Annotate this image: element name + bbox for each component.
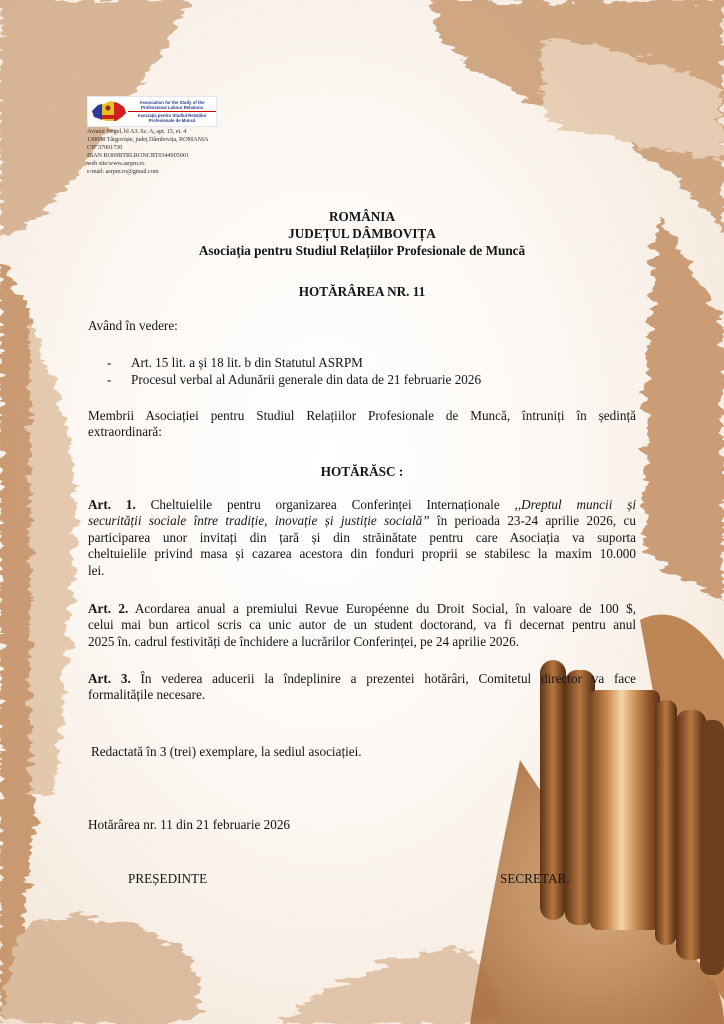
organization-logo: [87, 96, 217, 127]
romania-map-flag-icon: [90, 99, 128, 125]
preamble-paragraph: [88, 408, 636, 441]
letterhead-address: [87, 128, 208, 175]
bullet-dash: -: [107, 355, 112, 370]
header-country: ROMÂNIA: [329, 209, 395, 224]
website-line[interactable]: web site:www.asrpm.ro: [87, 159, 145, 167]
list-item-text: Art. 15 lit. a și 18 lit. b din Statutul ASRPM: [131, 355, 363, 370]
decision-reference: Hotărârea nr. 11 din 21 februarie 2026: [88, 817, 291, 832]
article-label: Art. 2.: [88, 601, 129, 616]
article-label: Art. 1.: [88, 497, 136, 512]
bullet-dash: -: [107, 372, 112, 387]
article-2: [88, 601, 636, 650]
list-item-text: Procesul verbal al Adunării generale din data de 21 februarie 2026: [131, 372, 482, 387]
considering-intro: Având în vedere:: [88, 318, 178, 333]
conference-title: ,,Dreptul muncii și: [514, 497, 636, 512]
logo-text-romanian: Asociația pentru Studiul Relațiilor Profesionale de Muncă: [128, 111, 216, 123]
email-line[interactable]: e-mail: asrpm.ro@gmail.com: [87, 167, 159, 175]
article-text: în perioada 23-24 aprilie 2026, cu: [429, 513, 636, 529]
document-title: HOTĂRÂREA NR. 11: [298, 284, 426, 299]
article-text: lei.: [88, 562, 105, 578]
article-text: Acordarea anual a premiului Revue Européenne du Droit Social, în valoare de 100 $,: [128, 601, 636, 616]
logo-text-english: Association for the Study of the Professional Labour Relations: [139, 100, 205, 111]
preamble-line: Membrii Asociației pentru Studiul Relațiilor Profesionale de Muncă, întruniți în ședință: [88, 408, 636, 423]
article-text: participarea unor invitați din țară și din străinătate pentru care Asociația va suporta: [88, 529, 636, 545]
header-organization: Asociația pentru Studiul Relațiilor Profesionale de Muncă: [198, 243, 526, 258]
article-text: celui mai bun articol scris ca unic autor de un student doctorand, va fi decernat pentru anul: [88, 617, 636, 633]
preamble-line: extraordinară:: [88, 424, 162, 440]
address-line: Aviator Negel, bl A3. Sc. A, apt. 15, et. 4: [87, 128, 187, 135]
iban-line: IBAN RO69BTRLRONCRT0344905001: [87, 151, 189, 159]
address-line: 130050 Târgoviște, judeţ Dâmbovița, ROMANIA: [87, 135, 209, 143]
article-label: Art. 3.: [88, 671, 131, 686]
article-1: [88, 497, 636, 579]
article-text: formalitățile necesare.: [88, 687, 206, 703]
article-text: Cheltuielile pentru organizarea Conferinței Internaționale: [135, 497, 515, 512]
secretary-signature-label: SECRETAR.: [500, 871, 570, 886]
cif-line: CIF 37001730: [87, 143, 123, 151]
article-text: 2025 în. cadrul festivități de închidere a lucrărilor Conferinței, pe 24 aprilie 2026.: [88, 633, 520, 649]
copies-note: Redactată în 3 (trei) exemplare, la sediul asociației.: [91, 744, 362, 759]
article-text: În vederea aducerii la îndeplinire a prezentei hotărâri, Comitetul director va face: [130, 671, 636, 686]
header-county: JUDEȚUL DÂMBOVIȚA: [288, 226, 436, 241]
article-text: cheltuielile privind masa și cazarea acestora din fonduri proprii se stabilesc la maxim 10.000: [88, 546, 636, 562]
decision-heading: HOTĂRĂSC :: [320, 464, 404, 479]
article-3: [88, 671, 636, 704]
conference-title: securității sociale între tradiție, inovație și justiție socială”: [88, 513, 430, 529]
president-signature-label: PREȘEDINTE: [128, 871, 208, 886]
